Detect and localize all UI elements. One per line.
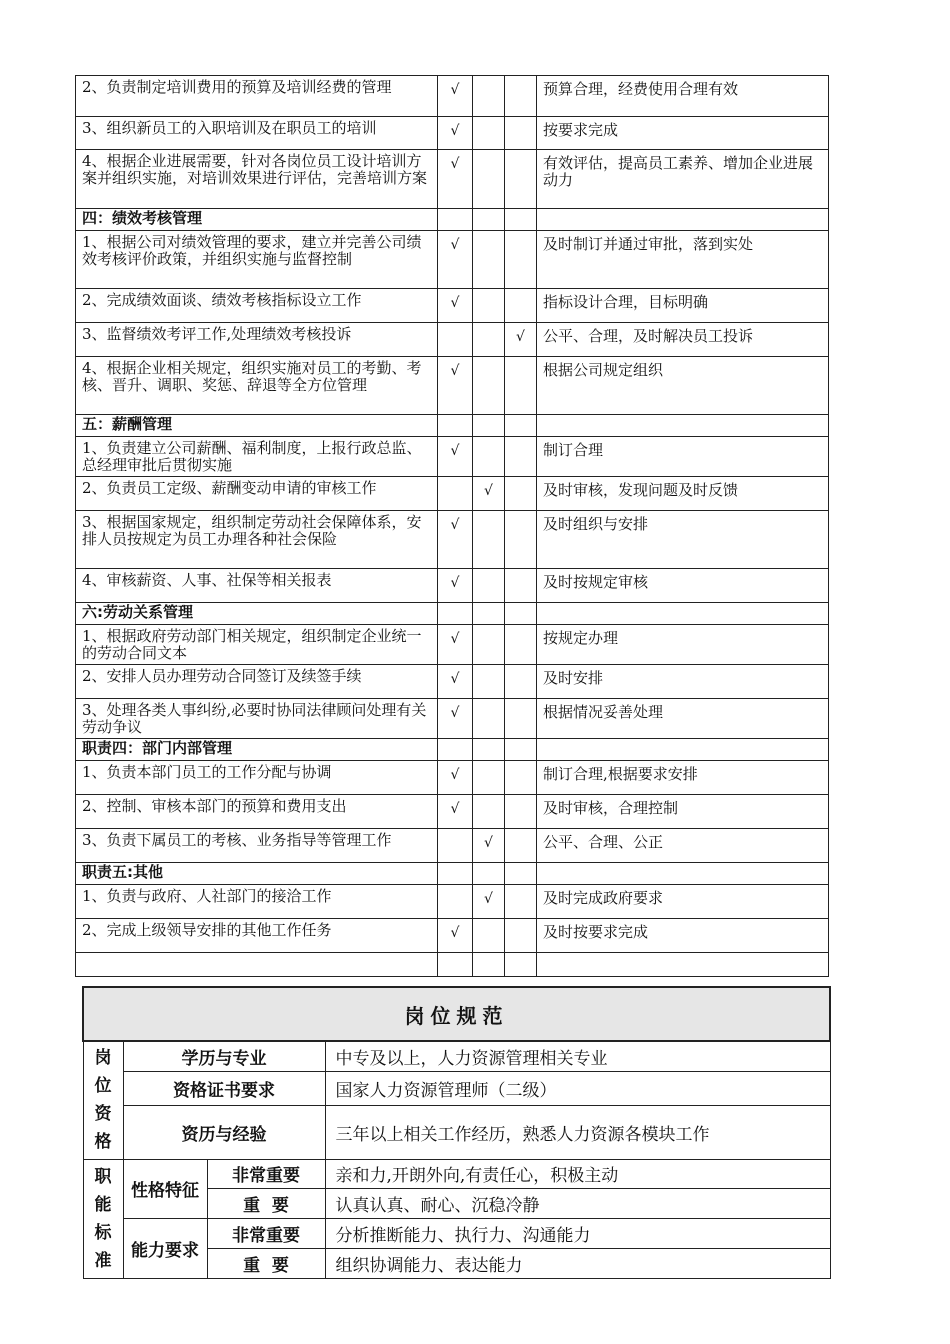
duty-text: 4、根据企业进展需要，针对各岗位员工设计培训方案并组织实施，对培训效果进行评估，完善培训方案 — [76, 150, 438, 209]
duty-row — [76, 699, 829, 739]
check-mark-icon: √ — [438, 437, 473, 477]
check-mark-icon: √ — [438, 761, 473, 795]
duty-text: 3、组织新员工的入职培训及在职员工的培训 — [76, 117, 438, 150]
duty-row — [76, 665, 829, 699]
duty-row — [76, 289, 829, 323]
frequency-cell — [473, 569, 505, 603]
education-label: 学历与专业 — [123, 1041, 325, 1071]
ability-important-value: 组织协调能力、表达能力 — [325, 1248, 830, 1278]
section-header: 职责四：部门内部管理 — [76, 739, 438, 761]
frequency-cell — [473, 323, 505, 357]
frequency-cell — [473, 699, 505, 739]
frequency-cell — [438, 739, 473, 761]
frequency-cell — [473, 603, 505, 625]
section-header-row — [76, 415, 829, 437]
frequency-cell — [505, 761, 537, 795]
frequency-cell — [505, 739, 537, 761]
frequency-cell — [438, 603, 473, 625]
duty-row — [76, 323, 829, 357]
level-label: 重 要 — [207, 1188, 325, 1218]
frequency-cell — [505, 289, 537, 323]
standard-text: 按规定办理 — [537, 625, 829, 665]
frequency-cell — [438, 829, 473, 863]
standard-text: 及时按要求完成 — [537, 919, 829, 953]
frequency-cell — [473, 795, 505, 829]
qualification-group-label: 岗 位 资 格 — [83, 1041, 123, 1159]
duty-row — [76, 761, 829, 795]
frequency-cell — [505, 415, 537, 437]
frequency-cell — [505, 117, 537, 150]
education-value: 中专及以上，人力资源管理相关专业 — [325, 1041, 830, 1071]
frequency-cell — [473, 209, 505, 231]
standard-text: 按要求完成 — [537, 117, 829, 150]
frequency-cell — [505, 953, 537, 977]
frequency-cell — [505, 829, 537, 863]
ability-very-important-value: 分析推断能力、执行力、沟通能力 — [325, 1218, 830, 1248]
check-mark-icon: √ — [473, 477, 505, 511]
duty-row — [76, 117, 829, 150]
standard-text: 及时组织与安排 — [537, 511, 829, 569]
check-mark-icon: √ — [438, 569, 473, 603]
section-header-row — [76, 863, 829, 885]
level-label: 非常重要 — [207, 1218, 325, 1248]
check-mark-icon: √ — [438, 231, 473, 289]
frequency-cell — [505, 699, 537, 739]
duties-table — [75, 75, 829, 977]
check-mark-icon: √ — [438, 665, 473, 699]
duty-text: 2、安排人员办理劳动合同签订及续签手续 — [76, 665, 438, 699]
section-header-row — [76, 603, 829, 625]
frequency-cell — [505, 665, 537, 699]
job-spec-title: 岗位规范 — [83, 987, 830, 1041]
check-mark-icon: √ — [438, 919, 473, 953]
frequency-cell — [438, 885, 473, 919]
duty-text: 1、负责建立公司薪酬、福利制度，上报行政总监、总经理审批后贯彻实施 — [76, 437, 438, 477]
section-header: 四：绩效考核管理 — [76, 209, 438, 231]
standard-text: 公平、合理，及时解决员工投诉 — [537, 323, 829, 357]
duty-row — [76, 885, 829, 919]
job-spec-table — [82, 986, 831, 1279]
check-mark-icon: √ — [473, 885, 505, 919]
standard-cell — [537, 863, 829, 885]
check-mark-icon: √ — [438, 289, 473, 323]
check-mark-icon: √ — [505, 323, 537, 357]
frequency-cell — [473, 919, 505, 953]
frequency-cell — [505, 209, 537, 231]
frequency-cell — [505, 569, 537, 603]
duty-row — [76, 829, 829, 863]
check-mark-icon: √ — [438, 76, 473, 117]
standard-text: 根据情况妥善处理 — [537, 699, 829, 739]
frequency-cell — [505, 919, 537, 953]
duty-text: 3、负责下属员工的考核、业务指导等管理工作 — [76, 829, 438, 863]
standard-cell — [537, 415, 829, 437]
section-header-row — [76, 739, 829, 761]
frequency-cell — [505, 477, 537, 511]
frequency-cell — [505, 511, 537, 569]
duty-row — [76, 625, 829, 665]
duty-text: 2、完成上级领导安排的其他工作任务 — [76, 919, 438, 953]
duties-table-body — [76, 76, 829, 977]
blank-cell — [537, 953, 829, 977]
standard-text: 及时完成政府要求 — [537, 885, 829, 919]
standard-text: 指标设计合理，目标明确 — [537, 289, 829, 323]
standard-text: 及时审核，合理控制 — [537, 795, 829, 829]
competency-group-label: 职 能 标 准 — [83, 1159, 123, 1278]
check-mark-icon: √ — [438, 511, 473, 569]
frequency-cell — [473, 76, 505, 117]
standard-text: 及时制订并通过审批，落到实处 — [537, 231, 829, 289]
standard-cell — [537, 209, 829, 231]
frequency-cell — [438, 953, 473, 977]
duty-row — [76, 76, 829, 117]
personality-label: 性格特征 — [123, 1159, 207, 1218]
duty-text: 2、负责制定培训费用的预算及培训经费的管理 — [76, 76, 438, 117]
ability-label: 能力要求 — [123, 1218, 207, 1278]
frequency-cell — [438, 863, 473, 885]
certificate-label: 资格证书要求 — [123, 1071, 325, 1105]
blank-cell — [76, 953, 438, 977]
frequency-cell — [505, 357, 537, 415]
frequency-cell — [505, 231, 537, 289]
standard-text: 制订合理,根据要求安排 — [537, 761, 829, 795]
level-label: 重 要 — [207, 1248, 325, 1278]
standard-text: 有效评估，提高员工素养、增加企业进展动力 — [537, 150, 829, 209]
duty-row — [76, 150, 829, 209]
frequency-cell — [473, 511, 505, 569]
duty-row — [76, 231, 829, 289]
frequency-cell — [473, 289, 505, 323]
duty-row — [76, 477, 829, 511]
check-mark-icon: √ — [438, 795, 473, 829]
check-mark-icon: √ — [438, 117, 473, 150]
duty-text: 1、负责与政府、人社部门的接洽工作 — [76, 885, 438, 919]
standard-text: 根据公司规定组织 — [537, 357, 829, 415]
frequency-cell — [473, 231, 505, 289]
frequency-cell — [505, 437, 537, 477]
personality-important-value: 认真认真、耐心、沉稳冷静 — [325, 1188, 830, 1218]
duty-text: 1、根据公司对绩效管理的要求，建立并完善公司绩效考核评价政策，并组织实施与监督控制 — [76, 231, 438, 289]
frequency-cell — [473, 437, 505, 477]
duty-row — [76, 511, 829, 569]
duty-text: 1、根据政府劳动部门相关规定，组织制定企业统一的劳动合同文本 — [76, 625, 438, 665]
duty-text: 2、控制、审核本部门的预算和费用支出 — [76, 795, 438, 829]
standard-text: 及时按规定审核 — [537, 569, 829, 603]
frequency-cell — [438, 209, 473, 231]
standard-text: 及时安排 — [537, 665, 829, 699]
standard-text: 预算合理，经费使用合理有效 — [537, 76, 829, 117]
frequency-cell — [505, 603, 537, 625]
frequency-cell — [473, 625, 505, 665]
frequency-cell — [505, 625, 537, 665]
frequency-cell — [473, 357, 505, 415]
section-header: 六:劳动关系管理 — [76, 603, 438, 625]
section-header: 五：薪酬管理 — [76, 415, 438, 437]
frequency-cell — [473, 665, 505, 699]
duty-row — [76, 357, 829, 415]
duty-text: 2、负责员工定级、薪酬变动申请的审核工作 — [76, 477, 438, 511]
certificate-value: 国家人力资源管理师（二级） — [325, 1071, 830, 1105]
check-mark-icon: √ — [438, 625, 473, 665]
personality-very-important-value: 亲和力,开朗外向,有责任心，积极主动 — [325, 1159, 830, 1188]
experience-value: 三年以上相关工作经历，熟悉人力资源各模块工作 — [325, 1105, 830, 1159]
experience-label: 资历与经验 — [123, 1105, 325, 1159]
frequency-cell — [438, 415, 473, 437]
frequency-cell — [473, 150, 505, 209]
duty-row — [76, 953, 829, 977]
standard-cell — [537, 603, 829, 625]
check-mark-icon: √ — [438, 150, 473, 209]
duty-row — [76, 795, 829, 829]
frequency-cell — [473, 415, 505, 437]
frequency-cell — [505, 76, 537, 117]
duty-row — [76, 437, 829, 477]
duty-text: 3、处理各类人事纠纷,必要时协同法律顾问处理有关劳动争议 — [76, 699, 438, 739]
section-header: 职责五:其他 — [76, 863, 438, 885]
duty-text: 3、监督绩效考评工作,处理绩效考核投诉 — [76, 323, 438, 357]
standard-text: 公平、合理、公正 — [537, 829, 829, 863]
duty-text: 2、完成绩效面谈、绩效考核指标设立工作 — [76, 289, 438, 323]
standard-text: 制订合理 — [537, 437, 829, 477]
frequency-cell — [438, 323, 473, 357]
duty-text: 1、负责本部门员工的工作分配与协调 — [76, 761, 438, 795]
frequency-cell — [505, 795, 537, 829]
standard-text: 及时审核，发现问题及时反馈 — [537, 477, 829, 511]
frequency-cell — [505, 863, 537, 885]
frequency-cell — [473, 739, 505, 761]
frequency-cell — [438, 477, 473, 511]
duty-row — [76, 569, 829, 603]
standard-cell — [537, 739, 829, 761]
level-label: 非常重要 — [207, 1159, 325, 1188]
check-mark-icon: √ — [438, 357, 473, 415]
frequency-cell — [505, 885, 537, 919]
duty-row — [76, 919, 829, 953]
check-mark-icon: √ — [438, 699, 473, 739]
duty-text: 3、根据国家规定，组织制定劳动社会保障体系，安排人员按规定为员工办理各种社会保险 — [76, 511, 438, 569]
duty-text: 4、审核薪资、人事、社保等相关报表 — [76, 569, 438, 603]
frequency-cell — [473, 117, 505, 150]
frequency-cell — [473, 761, 505, 795]
frequency-cell — [473, 863, 505, 885]
frequency-cell — [473, 953, 505, 977]
duty-text: 4、根据企业相关规定，组织实施对员工的考勤、考核、晋升、调职、奖惩、辞退等全方位管理 — [76, 357, 438, 415]
check-mark-icon: √ — [473, 829, 505, 863]
section-header-row — [76, 209, 829, 231]
frequency-cell — [505, 150, 537, 209]
